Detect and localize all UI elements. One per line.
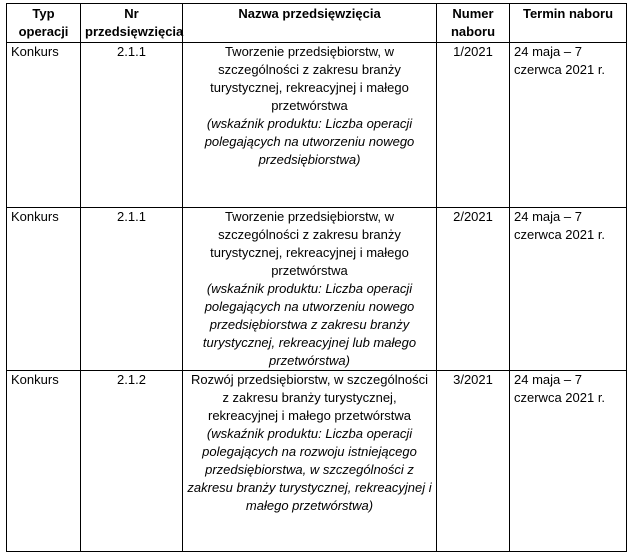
przedsiewziecie-title: Tworzenie przedsiębiorstw, w szczególności z zakresu branży turystycznej, rekreacyjnej i małego przetwórstwa <box>210 44 409 113</box>
cell-typ-operacji: Konkurs <box>7 371 81 552</box>
cell-numer-naboru: 3/2021 <box>437 371 510 552</box>
header-row <box>7 4 627 43</box>
cell-numer-naboru: 1/2021 <box>437 43 510 208</box>
cell-nazwa-przedsiewziecia <box>183 371 437 552</box>
table-header <box>7 4 627 43</box>
cell-termin-naboru: 24 maja – 7 czerwca 2021 r. <box>510 43 627 208</box>
cell-termin-naboru: 24 maja – 7 czerwca 2021 r. <box>510 208 627 371</box>
cell-typ-operacji: Konkurs <box>7 43 81 208</box>
cell-termin-naboru: 24 maja – 7 czerwca 2021 r. <box>510 371 627 552</box>
header-nazwa-przedsiewziecia: Nazwa przedsięwzięcia <box>183 4 437 43</box>
header-numer-naboru: Numer naboru <box>437 4 510 43</box>
cell-typ-operacji: Konkurs <box>7 208 81 371</box>
wskaznik-produktu: (wskaźnik produktu: Liczba operacji polegających na utworzeniu nowego przedsiębiorstwa z zakresu branży turystycznej, rekreacyjnej lub małego przetwórstwa) <box>202 281 417 368</box>
document-page <box>6 3 627 552</box>
cell-nazwa-przedsiewziecia <box>183 208 437 371</box>
cell-nr-przedsiewziecia: 2.1.1 <box>81 208 183 371</box>
przedsiewziecie-title: Tworzenie przedsiębiorstw, w szczególności z zakresu branży turystycznej, rekreacyjnej i małego przetwórstwa <box>210 209 409 278</box>
recruitment-table <box>6 3 627 552</box>
table-row <box>7 208 627 371</box>
wskaznik-produktu: (wskaźnik produktu: Liczba operacji polegających na rozwoju istniejącego przedsiębiorstwa, w szczególności z zakresu branży turystycznej, rekreacyjnej i małego przetwórstwa) <box>187 426 432 513</box>
header-typ-operacji: Typ operacji <box>7 4 81 43</box>
cell-nr-przedsiewziecia: 2.1.1 <box>81 43 183 208</box>
cell-numer-naboru: 2/2021 <box>437 208 510 371</box>
cell-nazwa-przedsiewziecia <box>183 43 437 208</box>
table-body <box>7 43 627 552</box>
table-row <box>7 371 627 552</box>
header-termin-naboru: Termin naboru <box>510 4 627 43</box>
header-nr-przedsiewziecia: Nr przedsięwzięcia <box>81 4 183 43</box>
cell-nr-przedsiewziecia: 2.1.2 <box>81 371 183 552</box>
table-row <box>7 43 627 208</box>
wskaznik-produktu: (wskaźnik produktu: Liczba operacji polegających na utworzeniu nowego przedsiębiorstwa) <box>204 116 415 167</box>
przedsiewziecie-title: Rozwój przedsiębiorstw, w szczególności z zakresu branży turystycznej, rekreacyjnej i małego przetwórstwa <box>191 372 428 423</box>
